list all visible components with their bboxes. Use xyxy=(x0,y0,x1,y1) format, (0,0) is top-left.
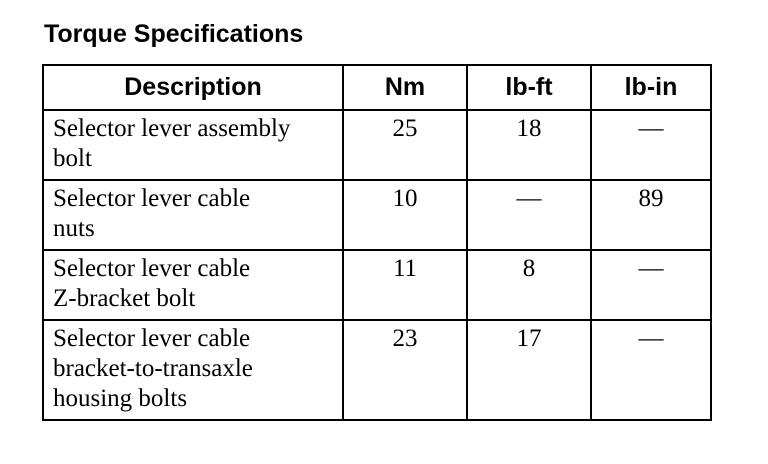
table-row xyxy=(43,180,711,250)
description-line: Selector lever cable xyxy=(53,185,251,212)
description-line: Z-bracket bolt xyxy=(53,285,196,312)
description-line: bolt xyxy=(53,145,92,172)
cell-lbft: 8 xyxy=(467,250,591,320)
table-row xyxy=(43,250,711,320)
page-title: Torque Specifications xyxy=(44,20,304,48)
table-row xyxy=(43,320,711,420)
description-line: nuts xyxy=(53,215,95,242)
description-line: Selector lever cable xyxy=(53,325,251,352)
cell-lbin: — xyxy=(591,320,711,420)
torque-spec-table xyxy=(42,64,712,421)
column-header-lbft: lb-ft xyxy=(467,65,591,110)
cell-nm: 11 xyxy=(343,250,467,320)
cell-lbft: 18 xyxy=(467,110,591,180)
column-header-description: Description xyxy=(43,65,343,110)
cell-nm: 23 xyxy=(343,320,467,420)
cell-lbft: — xyxy=(467,180,591,250)
cell-description xyxy=(43,110,343,180)
cell-description xyxy=(43,180,343,250)
table-header-row xyxy=(43,65,711,110)
description-line: housing bolts xyxy=(53,385,188,412)
cell-description xyxy=(43,250,343,320)
cell-description xyxy=(43,320,343,420)
cell-lbin: — xyxy=(591,110,711,180)
column-header-nm: Nm xyxy=(343,65,467,110)
column-header-lbin: lb-in xyxy=(591,65,711,110)
cell-lbft: 17 xyxy=(467,320,591,420)
cell-nm: 25 xyxy=(343,110,467,180)
cell-lbin: — xyxy=(591,250,711,320)
table-row xyxy=(43,110,711,180)
cell-nm: 10 xyxy=(343,180,467,250)
cell-lbin: 89 xyxy=(591,180,711,250)
description-line: bracket-to-transaxle xyxy=(53,355,253,382)
description-line: Selector lever assembly xyxy=(53,115,291,142)
description-line: Selector lever cable xyxy=(53,255,251,282)
